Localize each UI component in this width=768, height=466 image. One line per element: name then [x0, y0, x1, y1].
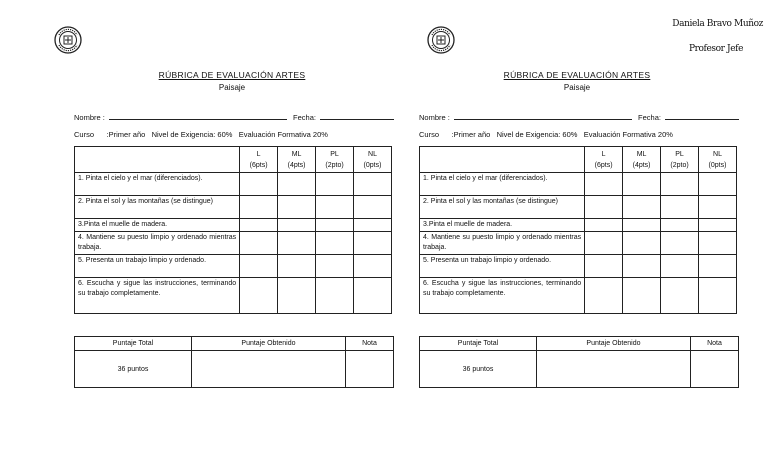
doc-subtitle: Paisaje: [563, 83, 591, 92]
score-cell[interactable]: [699, 278, 737, 314]
table-row: [75, 219, 392, 232]
fecha-field[interactable]: [665, 112, 739, 120]
score-header-row: [75, 337, 394, 351]
table-row: [420, 232, 737, 255]
criteria-header: [75, 147, 240, 173]
criterion-text: 2. Pinta el sol y las montañas (se distingue): [75, 196, 240, 219]
nombre-row: [419, 112, 739, 122]
level-header: PL (2pto): [316, 147, 354, 173]
doc-subtitle: Paisaje: [218, 83, 246, 92]
criterion-text: 1. Pinta el cielo y el mar (diferenciados).: [75, 173, 240, 196]
table-row: [420, 278, 737, 314]
score-cell[interactable]: [585, 278, 623, 314]
nota-label: Nota: [690, 337, 738, 351]
school-seal-icon: [427, 26, 455, 54]
score-cell[interactable]: [354, 232, 392, 255]
score-cell[interactable]: [354, 196, 392, 219]
rubric-table: [74, 146, 392, 314]
score-cell[interactable]: [585, 232, 623, 255]
table-row: [75, 232, 392, 255]
nombre-label: Nombre :: [74, 113, 105, 122]
score-cell[interactable]: [661, 219, 699, 232]
score-cell[interactable]: [240, 232, 278, 255]
score-cell[interactable]: [623, 255, 661, 278]
table-row: [75, 255, 392, 278]
curso-row: [74, 130, 328, 139]
score-cell[interactable]: [661, 196, 699, 219]
total-label: Puntaje Total: [420, 337, 537, 351]
criterion-text: 1. Pinta el cielo y el mar (diferenciados).: [420, 173, 585, 196]
score-cell[interactable]: [278, 278, 316, 314]
author-name: Daniela Bravo Muñoz: [672, 19, 763, 29]
obtenido-label: Puntaje Obtenido: [536, 337, 690, 351]
criterion-text: 2. Pinta el sol y las montañas (se distingue): [420, 196, 585, 219]
score-cell[interactable]: [316, 255, 354, 278]
rubric-page-right: [417, 0, 767, 466]
score-cell[interactable]: [661, 232, 699, 255]
score-cell[interactable]: [316, 278, 354, 314]
score-cell[interactable]: [354, 255, 392, 278]
score-cell[interactable]: [585, 219, 623, 232]
curso-row: [419, 130, 673, 139]
level-header: NL (0pts): [354, 147, 392, 173]
score-cell[interactable]: [316, 196, 354, 219]
score-cell[interactable]: [699, 196, 737, 219]
level-header: ML (4pts): [623, 147, 661, 173]
score-cell[interactable]: [240, 173, 278, 196]
criterion-text: 4. Mantiene su puesto limpio y ordenado mientras trabaja.: [420, 232, 585, 255]
criterion-text: 6. Escucha y sigue las instrucciones, terminando su trabajo completamente.: [75, 278, 240, 314]
score-cell[interactable]: [278, 232, 316, 255]
rubric-table: [419, 146, 737, 314]
author-role: Profesor Jefe: [688, 44, 743, 54]
score-cell[interactable]: [316, 219, 354, 232]
score-cell[interactable]: [585, 173, 623, 196]
score-cell[interactable]: [623, 219, 661, 232]
criterion-text: 3.Pinta el muelle de madera.: [75, 219, 240, 232]
score-table: [419, 336, 739, 388]
doc-title: RÚBRICA DE EVALUACIÓN ARTES: [158, 70, 306, 80]
score-cell[interactable]: [278, 173, 316, 196]
criterion-text: 3.Pinta el muelle de madera.: [420, 219, 585, 232]
score-header-row: [420, 337, 739, 351]
total-value: 36 puntos: [75, 351, 192, 388]
score-cell[interactable]: [316, 232, 354, 255]
rubric-header-row: [75, 147, 392, 173]
obtenido-field[interactable]: [536, 351, 690, 388]
nombre-row: [74, 112, 394, 122]
obtenido-field[interactable]: [191, 351, 345, 388]
score-cell[interactable]: [623, 196, 661, 219]
score-cell[interactable]: [278, 196, 316, 219]
nota-field[interactable]: [345, 351, 393, 388]
score-cell[interactable]: [240, 219, 278, 232]
total-label: Puntaje Total: [75, 337, 192, 351]
score-cell[interactable]: [699, 173, 737, 196]
nota-label: Nota: [345, 337, 393, 351]
fecha-label: Fecha:: [293, 113, 316, 122]
score-cell[interactable]: [661, 255, 699, 278]
table-row: [420, 196, 737, 219]
score-cell[interactable]: [661, 278, 699, 314]
criterion-text: 4. Mantiene su puesto limpio y ordenado mientras trabaja.: [75, 232, 240, 255]
score-cell[interactable]: [316, 173, 354, 196]
score-cell[interactable]: [240, 278, 278, 314]
table-row: [420, 173, 737, 196]
nota-field[interactable]: [690, 351, 738, 388]
obtenido-label: Puntaje Obtenido: [191, 337, 345, 351]
score-cell[interactable]: [623, 232, 661, 255]
doc-title: RÚBRICA DE EVALUACIÓN ARTES: [503, 70, 651, 80]
rubric-page-left: [72, 0, 422, 466]
nombre-field[interactable]: [454, 112, 632, 120]
score-cell[interactable]: [661, 173, 699, 196]
exigencia-text: Nivel de Exigencia: 60%: [151, 130, 233, 139]
score-cell[interactable]: [354, 173, 392, 196]
level-header: ML (4pts): [278, 147, 316, 173]
score-cell[interactable]: [585, 255, 623, 278]
evaluacion-text: Evaluación Formativa 20%: [238, 130, 328, 139]
level-header: PL (2pto): [661, 147, 699, 173]
curso-label: Curso: [419, 130, 440, 139]
table-row: [420, 255, 737, 278]
rubric-header-row: [420, 147, 737, 173]
table-row: [420, 219, 737, 232]
exigencia-text: Nivel de Exigencia: 60%: [496, 130, 578, 139]
nombre-field[interactable]: [109, 112, 287, 120]
score-cell[interactable]: [623, 173, 661, 196]
score-cell[interactable]: [278, 255, 316, 278]
score-cell[interactable]: [354, 219, 392, 232]
score-cell[interactable]: [699, 255, 737, 278]
score-body-row: [420, 351, 739, 388]
level-header: NL (0pts): [699, 147, 737, 173]
score-cell[interactable]: [240, 255, 278, 278]
score-cell[interactable]: [585, 196, 623, 219]
school-seal-icon: [54, 26, 82, 54]
evaluacion-text: Evaluación Formativa 20%: [583, 130, 673, 139]
score-body-row: [75, 351, 394, 388]
curso-value: :Primer año: [451, 130, 491, 139]
nombre-label: Nombre :: [419, 113, 450, 122]
score-table: [74, 336, 394, 388]
fecha-field[interactable]: [320, 112, 394, 120]
curso-label: Curso: [74, 130, 95, 139]
fecha-label: Fecha:: [638, 113, 661, 122]
criteria-header: [420, 147, 585, 173]
table-row: [75, 278, 392, 314]
level-header: L (6pts): [240, 147, 278, 173]
score-cell[interactable]: [278, 219, 316, 232]
level-header: L (6pts): [585, 147, 623, 173]
table-row: [75, 173, 392, 196]
total-value: 36 puntos: [420, 351, 537, 388]
score-cell[interactable]: [623, 278, 661, 314]
score-cell[interactable]: [354, 278, 392, 314]
table-row: [75, 196, 392, 219]
criterion-text: 6. Escucha y sigue las instrucciones, terminando su trabajo completamente.: [420, 278, 585, 314]
score-cell[interactable]: [699, 232, 737, 255]
criterion-text: 5. Presenta un trabajo limpio y ordenado.: [420, 255, 585, 278]
score-cell[interactable]: [699, 219, 737, 232]
score-cell[interactable]: [240, 196, 278, 219]
curso-value: :Primer año: [106, 130, 146, 139]
criterion-text: 5. Presenta un trabajo limpio y ordenado.: [75, 255, 240, 278]
